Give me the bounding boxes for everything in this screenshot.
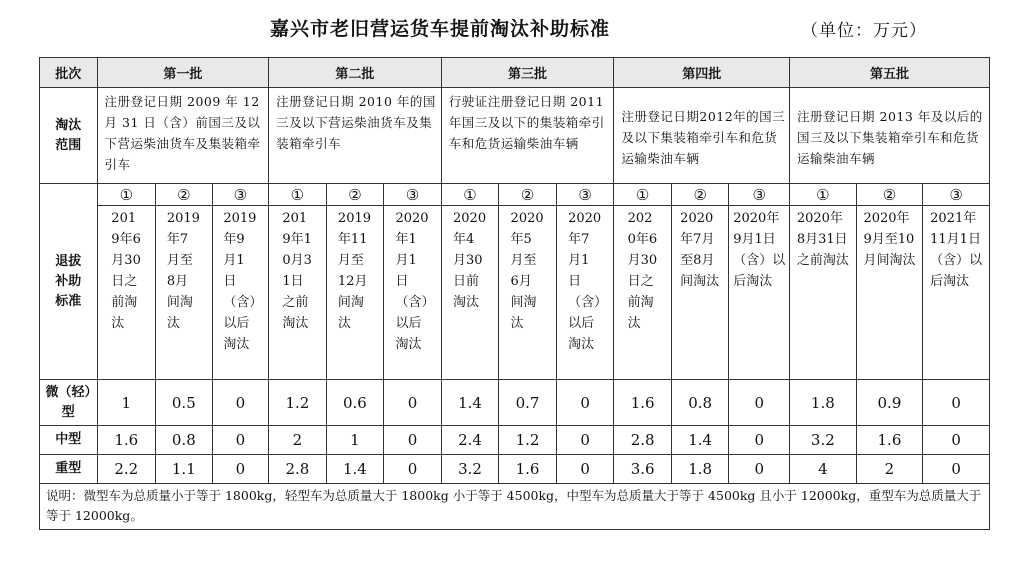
- value-cell: 0: [729, 426, 790, 455]
- marker: ③: [384, 184, 442, 206]
- value-cell: 0.8: [156, 426, 213, 455]
- marker: ②: [499, 184, 557, 206]
- value-cell: 2.4: [441, 426, 499, 455]
- value-cell: 0: [384, 455, 442, 484]
- batch-3-header: 第三批: [441, 58, 614, 88]
- standard-label: 退拔补助标准: [40, 184, 98, 380]
- value-cell: 2.8: [269, 455, 327, 484]
- batch-1-header: 第一批: [97, 58, 269, 88]
- marker: ③: [212, 184, 269, 206]
- value-cell: 1.8: [671, 455, 729, 484]
- value-cell: 0: [923, 380, 990, 426]
- value-cell: 3.2: [441, 455, 499, 484]
- table-note: 说明：微型车为总质量小于等于 1800kg，轻型车为总质量大于 1800kg 小于等于 4500kg，中型车为总质量大于等于 4500kg 且小于 12000kg，重型车为总质量大于等于 12000kg。: [40, 484, 990, 530]
- batch-5-header: 第五批: [790, 58, 990, 88]
- row-label-heavy: 重型: [40, 455, 98, 484]
- value-cell: 2.2: [97, 455, 156, 484]
- row-label-medium: 中型: [40, 426, 98, 455]
- row-heavy: [40, 455, 990, 484]
- marker: ③: [923, 184, 990, 206]
- value-cell: 0: [556, 426, 614, 455]
- period-cell: 2020年6月30日之前淘汰: [614, 206, 672, 380]
- value-cell: 0: [384, 380, 442, 426]
- period-cell: 2020年4月30日前淘汰: [441, 206, 499, 380]
- value-cell: 0: [556, 380, 614, 426]
- value-cell: 3.6: [614, 455, 672, 484]
- value-cell: 1.4: [671, 426, 729, 455]
- value-cell: 1: [97, 380, 156, 426]
- range-text-batch-3: 行驶证注册登记日期 2011 年国三及以下的集装箱牵引车和危货运输柴油车辆: [441, 88, 614, 184]
- marker-row: [40, 184, 990, 206]
- marker: ②: [671, 184, 729, 206]
- period-cell: 2020年7月1日（含）以后淘汰: [556, 206, 614, 380]
- row-medium: [40, 426, 990, 455]
- period-cell: 2021年11月1日（含）以后淘汰: [923, 206, 990, 380]
- value-cell: 1.2: [269, 380, 327, 426]
- marker: ①: [269, 184, 327, 206]
- range-text-batch-2: 注册登记日期 2010 年的国三及以下营运柴油货车及集装箱牵引车: [269, 88, 442, 184]
- value-cell: 1: [326, 426, 384, 455]
- value-cell: 2: [269, 426, 327, 455]
- page-title: 嘉兴市老旧营运货车提前淘汰补助标准: [270, 18, 611, 40]
- value-cell: 1.2: [499, 426, 557, 455]
- period-row: [40, 206, 990, 380]
- value-cell: 1.6: [499, 455, 557, 484]
- marker: ①: [441, 184, 499, 206]
- marker: ①: [97, 184, 156, 206]
- row-label-light: 微（轻）型: [40, 380, 98, 426]
- range-label: 淘汰范围: [40, 88, 98, 184]
- period-cell: 2019年6月30日之前淘汰: [97, 206, 156, 380]
- value-cell: 2.8: [614, 426, 672, 455]
- value-cell: 0.7: [499, 380, 557, 426]
- value-cell: 0.5: [156, 380, 213, 426]
- unit-label: （单位：万元）: [801, 21, 927, 41]
- value-cell: 0: [923, 426, 990, 455]
- marker: ③: [729, 184, 790, 206]
- value-cell: 3.2: [790, 426, 857, 455]
- range-text-batch-5: 注册登记日期 2013 年及以后的国三及以下集装箱牵引车和危货运输柴油车辆: [790, 88, 990, 184]
- value-cell: 1.4: [441, 380, 499, 426]
- period-cell: 2020年7月至8月间淘汰: [671, 206, 729, 380]
- marker: ③: [556, 184, 614, 206]
- period-cell: 2020年5月至6月间淘汰: [499, 206, 557, 380]
- value-cell: 2: [856, 455, 923, 484]
- batch-2-header: 第二批: [269, 58, 442, 88]
- marker: ②: [156, 184, 213, 206]
- range-row: [40, 88, 990, 184]
- period-cell: 2019年9月1日（含）以后淘汰: [212, 206, 269, 380]
- marker: ①: [790, 184, 857, 206]
- value-cell: 0: [212, 455, 269, 484]
- value-cell: 4: [790, 455, 857, 484]
- period-cell: 2020年9月至10月间淘汰: [856, 206, 923, 380]
- header-row: [40, 58, 990, 88]
- value-cell: 0: [556, 455, 614, 484]
- value-cell: 0: [729, 380, 790, 426]
- marker: ②: [326, 184, 384, 206]
- value-cell: 0: [212, 426, 269, 455]
- period-cell: 2019年10月31日之前淘汰: [269, 206, 327, 380]
- period-cell: 2020年1月1日（含）以后淘汰: [384, 206, 442, 380]
- value-cell: 1.6: [97, 426, 156, 455]
- value-cell: 0.8: [671, 380, 729, 426]
- range-text-batch-1: 注册登记日期 2009 年 12 月 31 日（含）前国三及以下营运柴油货车及集装箱牵引车: [97, 88, 269, 184]
- subsidy-table: [39, 57, 990, 530]
- period-cell: 2020年9月1日（含）以后淘汰: [729, 206, 790, 380]
- value-cell: 0: [729, 455, 790, 484]
- value-cell: 1.6: [856, 426, 923, 455]
- value-cell: 1.8: [790, 380, 857, 426]
- marker: ②: [856, 184, 923, 206]
- value-cell: 1.1: [156, 455, 213, 484]
- period-cell: 2020年8月31日之前淘汰: [790, 206, 857, 380]
- value-cell: 1.6: [614, 380, 672, 426]
- marker: ①: [614, 184, 672, 206]
- batch-header-label: 批次: [40, 58, 98, 88]
- value-cell: 0.6: [326, 380, 384, 426]
- value-cell: 1.4: [326, 455, 384, 484]
- period-cell: 2019年7月至8月间淘汰: [156, 206, 213, 380]
- value-cell: 0: [212, 380, 269, 426]
- value-cell: 0: [384, 426, 442, 455]
- batch-4-header: 第四批: [614, 58, 790, 88]
- range-text-batch-4: 注册登记日期2012年的国三及以下集装箱牵引车和危货运输柴油车辆: [614, 88, 790, 184]
- row-light: [40, 380, 990, 426]
- period-cell: 2019年11月至12月间淘汰: [326, 206, 384, 380]
- value-cell: 0: [923, 455, 990, 484]
- value-cell: 0.9: [856, 380, 923, 426]
- note-row: [40, 484, 990, 530]
